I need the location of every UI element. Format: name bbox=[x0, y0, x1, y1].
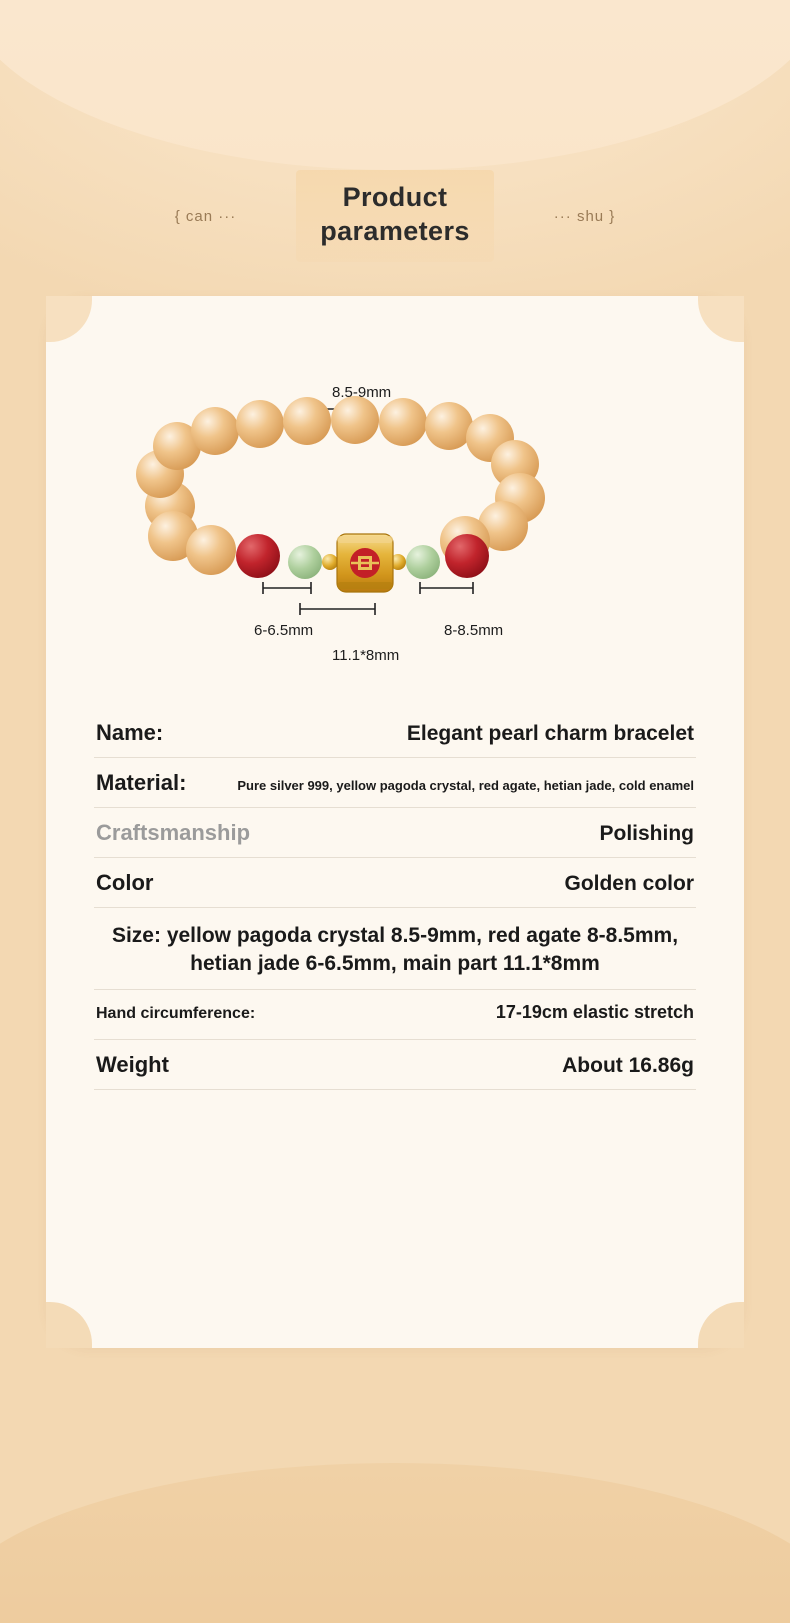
spec-value-weight: About 16.86g bbox=[562, 1054, 694, 1078]
dimension-label-jade: 6-6.5mm bbox=[254, 622, 314, 639]
decorative-brace-right: ··· shu } bbox=[553, 207, 616, 225]
top-arch-decoration bbox=[0, 0, 790, 170]
page-title-line1: Product bbox=[342, 182, 448, 212]
spec-value-hand-circumference: 17-19cm elastic stretch bbox=[495, 1002, 694, 1023]
card-notch-bottom-right bbox=[698, 1302, 744, 1348]
spec-value-craftsmanship: Polishing bbox=[599, 822, 694, 845]
spec-value-color: Golden color bbox=[564, 872, 694, 895]
table-row bbox=[94, 758, 696, 808]
page-title-line2: parameters bbox=[320, 216, 470, 247]
specs-table bbox=[94, 708, 696, 1090]
table-row bbox=[94, 858, 696, 908]
table-row bbox=[94, 990, 696, 1040]
spec-label-color: Color bbox=[96, 870, 154, 895]
spec-label-hand-circumference: Hand circumference: bbox=[96, 1005, 256, 1023]
product-illustration bbox=[46, 366, 744, 696]
parameters-card bbox=[46, 296, 744, 1348]
spec-value-size: Size: yellow pagoda crystal 8.5-9mm, red agate 8-8.5mm, hetian jade 6-6.5mm, main part 11.1*8mm bbox=[111, 924, 679, 975]
hetian-jade-bead bbox=[288, 545, 322, 579]
bracelet-image bbox=[115, 366, 675, 666]
card-notch-bottom-left bbox=[46, 1302, 92, 1348]
spec-label-craftsmanship: Craftsmanship bbox=[96, 820, 251, 845]
table-row bbox=[94, 1040, 696, 1090]
page-title bbox=[296, 170, 494, 262]
spec-label-weight: Weight bbox=[96, 1052, 169, 1078]
table-row bbox=[94, 708, 696, 758]
dimension-label-crystal: 8.5-9mm bbox=[332, 384, 392, 401]
decorative-brace-left: { can ··· bbox=[174, 207, 237, 225]
gold-barrel-charm bbox=[337, 534, 393, 592]
page-heading bbox=[0, 170, 790, 262]
table-row bbox=[94, 808, 696, 858]
dimension-label-main-part: 11.1*8mm bbox=[332, 647, 400, 664]
spec-value-name: Elegant pearl charm bracelet bbox=[406, 722, 694, 745]
red-agate-bead bbox=[236, 534, 280, 578]
spec-label-material: Material: bbox=[96, 770, 187, 795]
bottom-arch-decoration bbox=[0, 1463, 790, 1623]
spec-label-name: Name: bbox=[96, 720, 164, 745]
dimension-label-agate: 8-8.5mm bbox=[444, 622, 504, 639]
spec-value-material: Pure silver 999, yellow pagoda crystal, red agate, hetian jade, cold enamel bbox=[237, 778, 694, 793]
table-row bbox=[94, 908, 696, 990]
